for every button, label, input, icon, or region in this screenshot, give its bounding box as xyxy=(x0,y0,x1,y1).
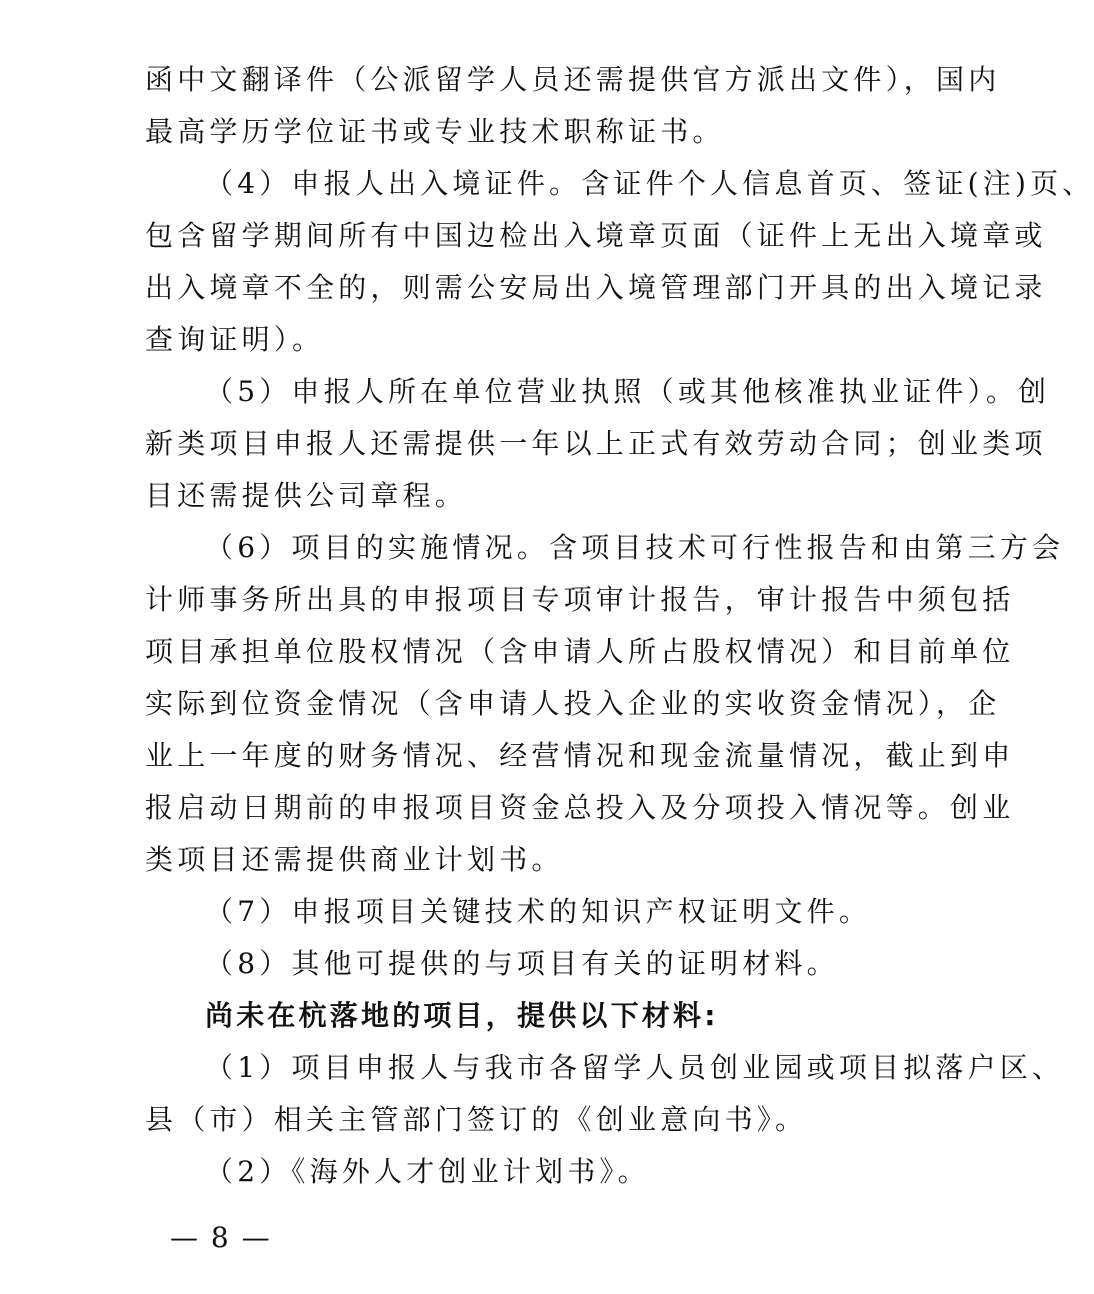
page-number: — 8 — xyxy=(170,1221,272,1254)
list-item-1: （1）项目申报人与我市各留学人员创业园或项目拟落户区、 xyxy=(205,1051,1065,1084)
body-text-line: 最高学历学位证书或专业技术职称证书。 xyxy=(145,115,725,148)
body-text-line: 函中文翻译件（公派留学人员还需提供官方派出文件），国内 xyxy=(145,63,1001,96)
body-text-line: 出入境章不全的，则需公安局出入境管理部门开具的出入境记录 xyxy=(145,271,1047,304)
list-item-2: （2）《海外人才创业计划书》。 xyxy=(205,1155,650,1188)
body-text-line: 县（市）相关主管部门签订的《创业意向书》。 xyxy=(145,1103,808,1136)
list-item-4: （4）申报人出入境证件。含证件个人信息首页、签证(注)页、 xyxy=(205,167,1094,200)
body-text-line: 计师事务所出具的申报项目专项审计报告，审计报告中须包括 xyxy=(145,583,1015,616)
list-item-8: （8）其他可提供的与项目有关的证明材料。 xyxy=(205,947,839,980)
list-item-7: （7）申报项目关键技术的知识产权证明文件。 xyxy=(205,895,872,928)
list-item-6: （6）项目的实施情况。含项目技术可行性报告和由第三方会 xyxy=(205,531,1065,564)
body-text-line: 查询证明）。 xyxy=(145,323,325,356)
body-text-line: 包含留学期间所有中国边检出入境章页面（证件上无出入境章或 xyxy=(145,219,1047,252)
body-text-line: 类项目还需提供商业计划书。 xyxy=(145,843,564,876)
body-text-line: 项目承担单位股权情况（含申请人所占股权情况）和目前单位 xyxy=(145,635,1015,668)
body-text-line: 报启动日期前的申报项目资金总投入及分项投入情况等。创业 xyxy=(145,791,1015,824)
body-text-line: 目还需提供公司章程。 xyxy=(145,479,468,512)
body-text-line: 新类项目申报人还需提供一年以上正式有效劳动合同；创业类项 xyxy=(145,427,1047,460)
body-text-line: 业上一年度的财务情况、经营情况和现金流量情况，截止到申 xyxy=(145,739,1015,772)
body-text-line: 实际到位资金情况（含申请人投入企业的实收资金情况），企 xyxy=(145,687,1001,720)
section-heading: 尚未在杭落地的项目，提供以下材料: xyxy=(205,999,719,1032)
list-item-5: （5）申报人所在单位营业执照（或其他核准执业证件）。创 xyxy=(205,375,1051,408)
